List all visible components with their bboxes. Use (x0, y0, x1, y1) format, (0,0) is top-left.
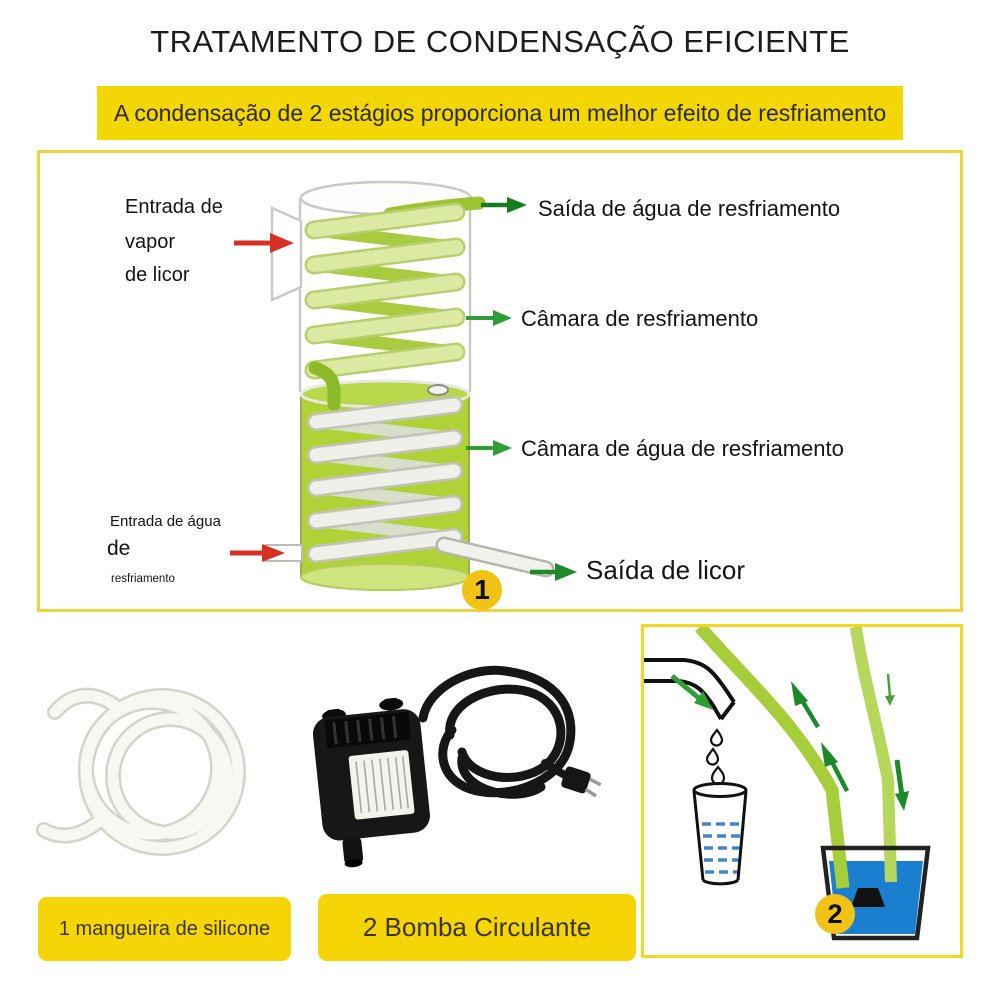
step-badge-1: 1 (462, 570, 502, 610)
vapor-inlet-port (272, 208, 304, 300)
label-vapor-inlet-line2: vapor (125, 231, 176, 253)
pump-cable (423, 670, 577, 794)
subtitle-banner: A condensação de 2 estágios proporciona um melhor efeito de resfriamento (97, 86, 903, 140)
cooling-coil (314, 203, 479, 370)
step-badge-2: 2 (815, 894, 855, 934)
green-arrow-water-chamber-icon (466, 440, 512, 456)
green-arrow-cooling-chamber-icon (466, 310, 512, 326)
silicone-hose-image (30, 680, 280, 865)
label-cooling-chamber: Câmara de resfriamento (521, 306, 759, 331)
circulation-illustration (644, 627, 954, 949)
label-vapor-inlet-line3: de licor (125, 264, 190, 286)
green-arrow-water-outlet-icon (481, 197, 527, 213)
part-label-hose: 1 mangueira de silicone (38, 897, 291, 961)
water-droplets-icon (707, 730, 724, 784)
page-title: TRATAMENTO DE CONDENSAÇÃO EFICIENTE (150, 24, 850, 59)
label-liquor-outlet: Saída de licor (586, 555, 745, 585)
down-flow-arrow-small-icon (885, 674, 895, 706)
pump-plug (560, 765, 603, 798)
label-water-inlet-line3: resfriamento (111, 573, 175, 585)
part-label-pump: 2 Bomba Circulante (318, 894, 636, 961)
drinking-glass (694, 784, 746, 884)
spout-flow-arrow-icon (672, 676, 713, 710)
label-vapor-inlet-line1: Entrada de (125, 196, 223, 218)
pump-body (310, 696, 435, 870)
return-tube (856, 627, 891, 882)
label-cooling-water-chamber: Câmara de água de resfriamento (521, 436, 844, 461)
label-water-inlet-line1: Entrada de água (110, 513, 221, 530)
down-flow-arrow-bold-icon (895, 760, 909, 811)
label-cooling-water-outlet: Saída de água de resfriamento (538, 196, 841, 221)
label-water-inlet-line2: de (107, 537, 131, 560)
up-flow-arrow-1-icon (791, 681, 818, 727)
circulation-pump-image (305, 655, 605, 870)
